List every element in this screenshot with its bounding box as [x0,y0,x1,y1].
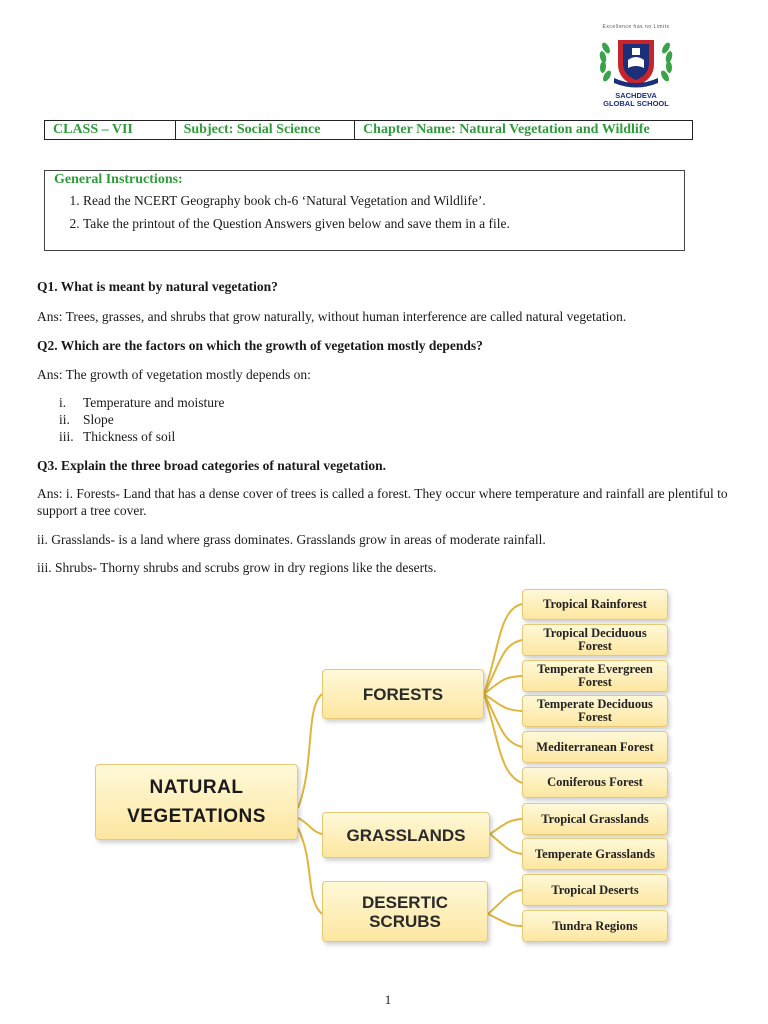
leaf-label: Mediterranean Forest [536,739,654,754]
leaf-label: Tropical Deciduous [543,626,647,640]
list-number: iii. [59,429,74,444]
node-grasslands [322,812,490,858]
node-desertic-scrubs [322,881,488,942]
crest-icon [588,30,684,92]
school-name-line2: GLOBAL SCHOOL [603,99,669,108]
root-natural-vegetations [95,764,298,840]
leaf-label: Temperate Grasslands [534,846,656,861]
list-number: i. [59,395,67,410]
leaf-mediterranean-forest [522,731,668,763]
instructions-list [54,189,510,235]
q1-answer: Ans: Trees, grasses, and shrubs that grow naturally, without human interference are called natural vegetation. [37,309,627,324]
leaf-label: Temperate Evergreen [537,662,653,676]
instructions-box [44,170,685,251]
leaf-temperate-grasslands [522,838,668,870]
q3-question: Q3. Explain the three broad categories of natural vegetation. [37,458,386,473]
q3-answer-shrubs: iii. Shrubs- Thorny shrubs and scrubs grow in dry regions like the deserts. [37,560,437,575]
instruction-item: 1. Read the NCERT Geography book ch-6 ‘Natural Vegetation and Wildlife’. [83,189,510,212]
node-forests [322,669,484,719]
root-line: NATURAL [149,777,244,798]
school-name-line1: SACHDEVA [615,91,657,100]
leaf-label: Tropical Deserts [551,882,639,897]
instructions-title: General Instructions: [54,172,183,187]
node-label: DESERTIC [362,892,448,912]
q2-question: Q2. Which are the factors on which the growth of vegetation mostly depends? [37,338,483,353]
leaf-label: Tropical Rainforest [543,597,647,611]
leaf-temperate-evergreen [522,660,668,692]
vegetation-diagram [90,584,680,944]
class-cell: CLASS – VII [45,121,176,139]
header-table [44,120,693,140]
page-number: 1 [384,992,392,1007]
list-number: ii. [59,412,70,427]
chapter-cell: Chapter Name: Natural Vegetation and Wildlife [363,122,650,137]
leaf-label: Forest [578,675,612,689]
leaf-label: Forest [578,710,612,724]
q2-answer: Ans: The growth of vegetation mostly depends on: [37,367,311,382]
leaf-tundra-regions [522,910,668,942]
leaf-tropical-deserts [522,874,668,906]
school-logo [588,24,684,110]
q1-question: Q1. What is meant by natural vegetation? [37,279,278,294]
q3-answer-forests: Ans: i. Forests- Land that has a dense cover of trees is called a forest. They occur where temperature and rainfall are plentiful to support a tree cover. [37,486,728,518]
leaf-coniferous-forest [522,767,668,798]
leaf-tropical-rainforest [522,589,668,620]
leaf-label: Tundra Regions [552,918,638,933]
list-item: Slope [83,412,114,427]
logo-tagline: Excellence has no Limits [602,24,670,30]
list-item: Thickness of soil [83,429,176,444]
leaf-label: Coniferous Forest [547,775,643,789]
subject-cell: Subject: Social Science [176,121,355,139]
node-label: FORESTS [362,684,444,704]
leaf-temperate-deciduous [522,695,668,727]
q3-answer-grasslands: ii. Grasslands- is a land where grass dominates. Grasslands grow in areas of moderate rainfall. [37,532,546,547]
node-label: SCRUBS [369,911,441,931]
root-line: VEGETATIONS [127,806,266,827]
instruction-item: 2. Take the printout of the Question Answers given below and save them in a file. [83,212,510,235]
leaf-tropical-deciduous [522,624,668,656]
leaf-label: Temperate Deciduous [537,697,653,711]
list-item: Temperature and moisture [83,395,225,410]
node-label: GRASSLANDS [346,825,466,845]
leaf-label: Forest [578,639,612,653]
leaf-label: Tropical Grasslands [541,811,649,826]
leaf-tropical-grasslands [522,803,668,835]
